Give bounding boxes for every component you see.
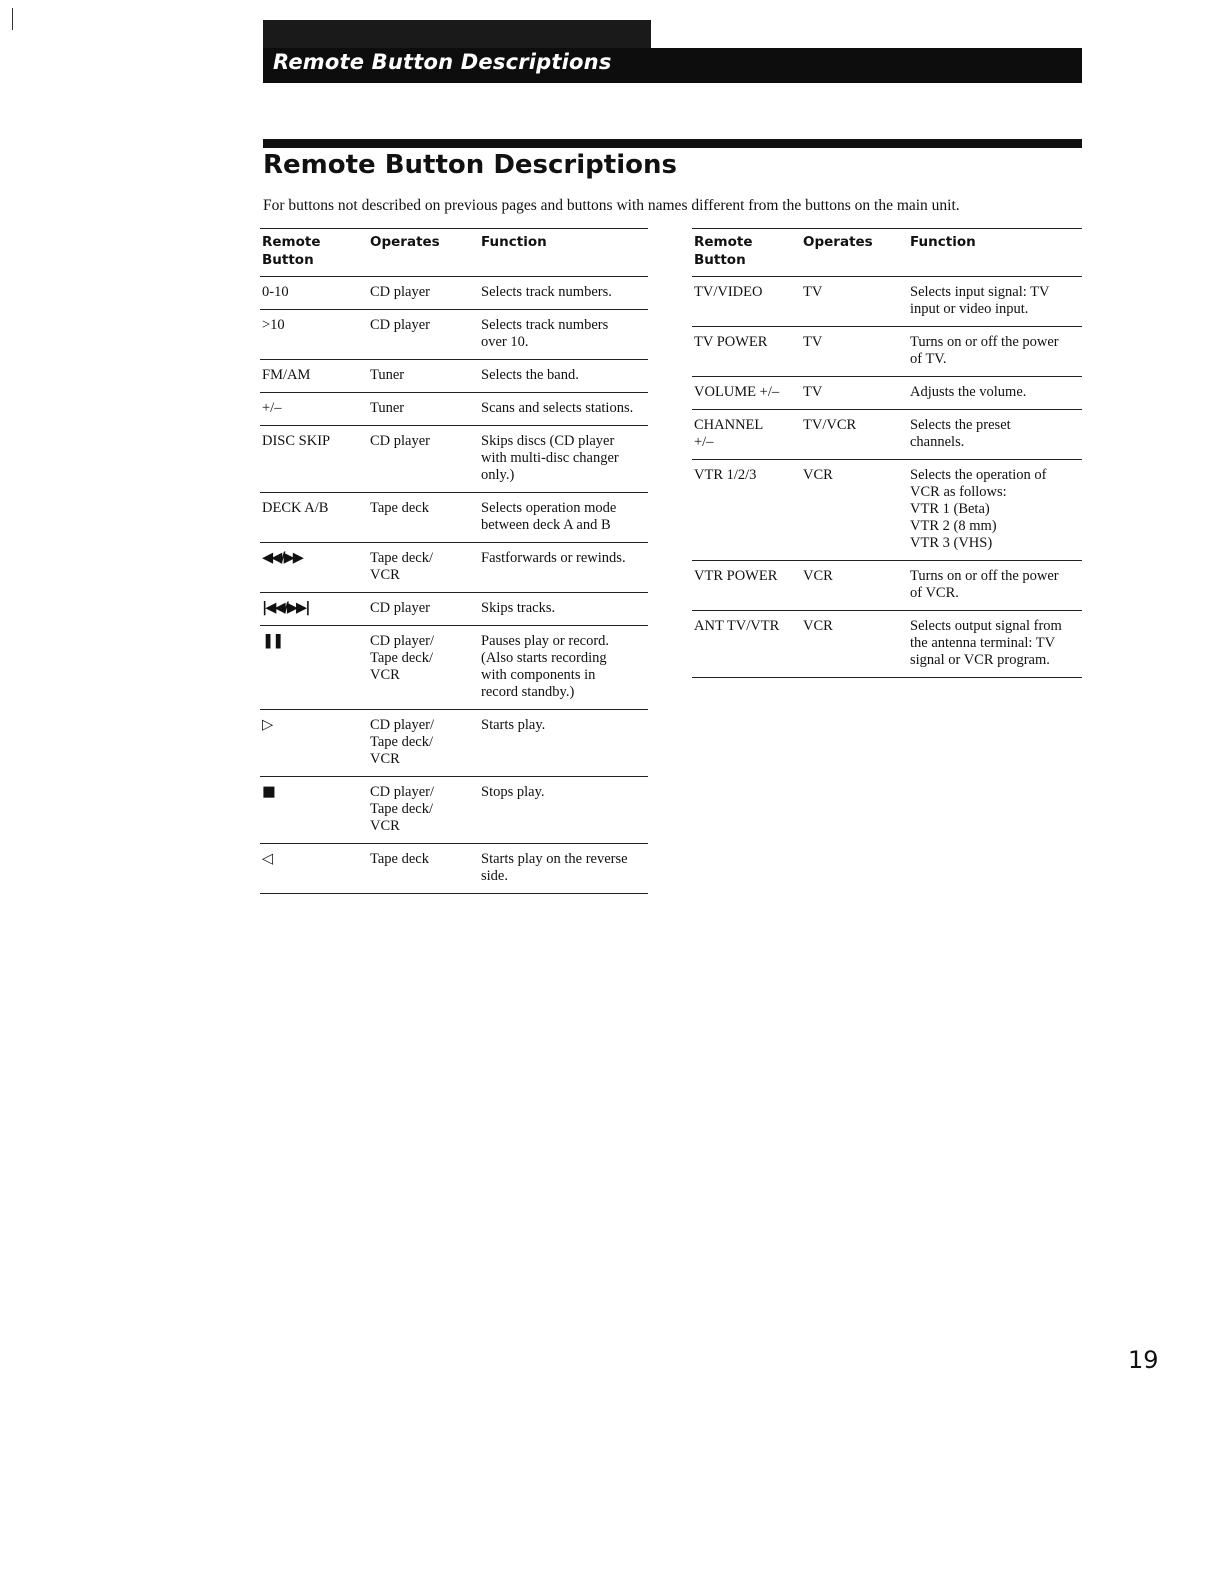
table-row xyxy=(260,626,648,710)
cell-function: Fastforwards or rewinds. xyxy=(479,543,648,593)
cell-function: Turns on or off the power of TV. xyxy=(908,327,1082,377)
table-row xyxy=(692,277,1082,327)
intro-text: For buttons not described on previous pages and buttons with names different from the buttons on the main unit. xyxy=(263,197,960,214)
column-header-operates: Operates xyxy=(368,229,479,277)
table-row xyxy=(260,360,648,393)
cell-function: Selects input signal: TV input or video input. xyxy=(908,277,1082,327)
page-title: Remote Button Descriptions xyxy=(263,150,677,180)
cell-remote-button: |◀◀/▶▶| xyxy=(260,593,368,626)
table-row xyxy=(692,561,1082,611)
cell-remote-button: ◁ xyxy=(260,844,368,894)
margin-line xyxy=(12,8,13,30)
table-row xyxy=(260,277,648,310)
table-row xyxy=(260,493,648,543)
cell-remote-button: VOLUME +/– xyxy=(692,377,801,410)
column-header-function: Function xyxy=(479,229,648,277)
cell-function: Stops play. xyxy=(479,777,648,844)
cell-function: Pauses play or record. (Also starts recording with components in record standby.) xyxy=(479,626,648,710)
right-button-table xyxy=(692,228,1082,678)
header-banner-title: Remote Button Descriptions xyxy=(273,50,612,74)
table-row xyxy=(692,377,1082,410)
table-row xyxy=(260,393,648,426)
table-row xyxy=(260,310,648,360)
cell-operates: CD player xyxy=(368,277,479,310)
cell-operates: CD player/ Tape deck/ VCR xyxy=(368,626,479,710)
cell-remote-button: ■ xyxy=(260,777,368,844)
cell-function: Turns on or off the power of VCR. xyxy=(908,561,1082,611)
cell-operates: Tuner xyxy=(368,360,479,393)
cell-function: Selects track numbers. xyxy=(479,277,648,310)
cell-function: Selects the operation of VCR as follows: VTR 1 (Beta) VTR 2 (8 mm) VTR 3 (VHS) xyxy=(908,460,1082,561)
cell-operates: TV/VCR xyxy=(801,410,908,460)
cell-operates: Tape deck/ VCR xyxy=(368,543,479,593)
column-header-function: Function xyxy=(908,229,1082,277)
cell-operates: Tuner xyxy=(368,393,479,426)
cell-remote-button: TV POWER xyxy=(692,327,801,377)
cell-operates: Tape deck xyxy=(368,493,479,543)
cell-operates: CD player/ Tape deck/ VCR xyxy=(368,777,479,844)
table-row xyxy=(692,611,1082,678)
cell-operates: TV xyxy=(801,277,908,327)
table-row xyxy=(260,844,648,894)
page-number: 19 xyxy=(1128,1346,1159,1374)
cell-remote-button: DISC SKIP xyxy=(260,426,368,493)
column-header-operates: Operates xyxy=(801,229,908,277)
cell-operates: VCR xyxy=(801,460,908,561)
cell-operates: CD player xyxy=(368,426,479,493)
cell-remote-button: VTR 1/2/3 xyxy=(692,460,801,561)
cell-function: Selects operation mode between deck A and B xyxy=(479,493,648,543)
cell-remote-button: +/– xyxy=(260,393,368,426)
table-header-row xyxy=(260,229,648,277)
cell-function: Selects the preset channels. xyxy=(908,410,1082,460)
table-row xyxy=(260,593,648,626)
cell-operates: CD player/ Tape deck/ VCR xyxy=(368,710,479,777)
table-row xyxy=(260,426,648,493)
cell-function: Selects output signal from the antenna terminal: TV signal or VCR program. xyxy=(908,611,1082,678)
cell-remote-button: FM/AM xyxy=(260,360,368,393)
cell-function: Skips discs (CD player with multi-disc changer only.) xyxy=(479,426,648,493)
cell-operates: TV xyxy=(801,377,908,410)
cell-operates: CD player xyxy=(368,310,479,360)
column-header-remote-button: Remote Button xyxy=(260,229,368,277)
cell-operates: TV xyxy=(801,327,908,377)
cell-function: Starts play. xyxy=(479,710,648,777)
cell-remote-button: ❚❚ xyxy=(260,626,368,710)
cell-remote-button: TV/VIDEO xyxy=(692,277,801,327)
table-row xyxy=(260,710,648,777)
table-header-row xyxy=(692,229,1082,277)
cell-function: Selects the band. xyxy=(479,360,648,393)
cell-function: Selects track numbers over 10. xyxy=(479,310,648,360)
table-row xyxy=(692,410,1082,460)
cell-remote-button: ◀◀/▶▶ xyxy=(260,543,368,593)
cell-operates: VCR xyxy=(801,611,908,678)
cell-operates: Tape deck xyxy=(368,844,479,894)
left-button-table xyxy=(260,228,648,894)
cell-remote-button: >10 xyxy=(260,310,368,360)
table-row xyxy=(692,460,1082,561)
cell-function: Skips tracks. xyxy=(479,593,648,626)
cell-remote-button: 0-10 xyxy=(260,277,368,310)
cell-function: Adjusts the volume. xyxy=(908,377,1082,410)
cell-remote-button: ANT TV/VTR xyxy=(692,611,801,678)
column-header-remote-button: Remote Button xyxy=(692,229,801,277)
cell-operates: VCR xyxy=(801,561,908,611)
cell-function: Scans and selects stations. xyxy=(479,393,648,426)
table-row xyxy=(260,777,648,844)
table-row xyxy=(692,327,1082,377)
cell-function: Starts play on the reverse side. xyxy=(479,844,648,894)
section-rule xyxy=(263,139,1082,148)
cell-remote-button: VTR POWER xyxy=(692,561,801,611)
header-banner-texture xyxy=(263,20,651,50)
cell-remote-button: ▷ xyxy=(260,710,368,777)
table-row xyxy=(260,543,648,593)
cell-operates: CD player xyxy=(368,593,479,626)
cell-remote-button: DECK A/B xyxy=(260,493,368,543)
cell-remote-button: CHANNEL +/– xyxy=(692,410,801,460)
